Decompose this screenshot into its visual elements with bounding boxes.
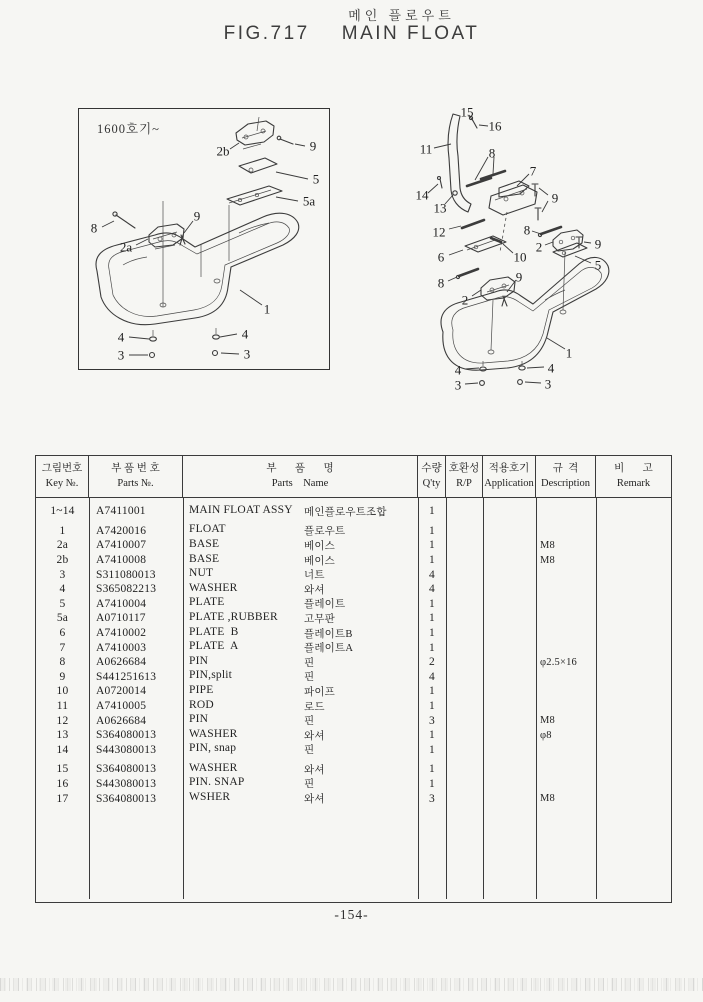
cell-key-no: 7 (59, 641, 66, 654)
header-remark: 비 고 Remark (614, 463, 653, 489)
callout-1: 1 (263, 301, 271, 317)
cell-key-no: 10 (56, 685, 69, 698)
cell-key-no: 12 (56, 714, 69, 727)
header-parts-no: 부 품 번 호 Parts №. (89, 456, 183, 497)
table-row (36, 791, 671, 806)
center-dash-line (500, 212, 507, 252)
table-row (36, 684, 671, 699)
part-name-english: PIN. SNAP (189, 776, 245, 789)
pin-8-left (113, 212, 135, 228)
cell-key-no: 6 (59, 627, 66, 640)
cell-part-no: S443080013 (96, 777, 157, 790)
plate-5 (239, 158, 277, 173)
pins-8-upper (467, 171, 505, 186)
cell-key-no: 9 (59, 670, 66, 683)
float-outline (441, 249, 609, 370)
part-name-english: WASHER (189, 761, 238, 774)
cell-part-name (183, 655, 418, 670)
part-name-english: WASHER (189, 581, 238, 594)
exploded-diagram-1600-series (78, 108, 330, 370)
cell-part-no: A0626684 (96, 656, 147, 669)
cell-qty: 1 (429, 597, 435, 610)
cell-qty: 3 (429, 792, 435, 805)
callout-11: 11 (419, 141, 433, 157)
page-title-korean: 메인 플로우트 (348, 8, 455, 23)
part-name-korean: 플로우트 (304, 526, 346, 538)
callout-8: 8 (523, 222, 531, 238)
cell-key-no: 5a (56, 612, 69, 625)
callout-15: 15 (460, 104, 474, 120)
part-name-korean: 핀 (304, 716, 315, 728)
cell-part-name (183, 684, 418, 699)
cell-part-name (183, 699, 418, 714)
cell-part-name (183, 523, 418, 538)
part-name-korean: 핀 (304, 672, 315, 684)
callout-8: 8 (488, 145, 496, 161)
cell-qty: 1 (429, 539, 435, 552)
table-row (36, 640, 671, 655)
cell-part-no: A7411001 (96, 505, 146, 518)
page-title (0, 23, 703, 45)
cell-key-no: 2b (56, 554, 69, 567)
cell-description: φ2.5×16 (540, 656, 578, 668)
cell-qty: 1 (429, 743, 435, 756)
table-row (36, 524, 671, 539)
cell-qty: 1 (429, 685, 435, 698)
cell-key-no: 14 (56, 743, 69, 756)
part-name-english: PLATE A (189, 640, 239, 653)
cell-part-no: A7410007 (96, 539, 147, 552)
cell-part-name (183, 626, 418, 641)
table-row (36, 777, 671, 792)
pins-9-center (532, 184, 541, 220)
header-description: 규 격 Description (536, 456, 596, 497)
cell-part-name (183, 596, 418, 611)
pin-14 (438, 177, 443, 189)
table-header (36, 456, 671, 498)
cell-part-no: A0626684 (96, 714, 147, 727)
header-parts-name: 부 품 명 Parts Name (183, 456, 418, 497)
cell-part-no: A7410003 (96, 641, 147, 654)
table-row (36, 504, 671, 519)
part-name-english: PIN (189, 654, 209, 667)
parts-table (35, 455, 672, 903)
callout-3: 3 (243, 346, 251, 362)
header-application: 적용호기 Application (483, 456, 536, 497)
part-name-korean: 로드 (304, 701, 325, 713)
cell-qty: 2 (429, 656, 435, 669)
cell-key-no: 4 (59, 583, 66, 596)
table-row (36, 567, 671, 582)
callout-5a: 5a (302, 193, 316, 209)
cell-qty: 1 (429, 524, 435, 537)
callout-2: 2 (535, 239, 543, 255)
pin-8-lower (456, 269, 478, 279)
table-body (36, 498, 671, 899)
cell-part-name (183, 538, 418, 553)
cell-part-name (183, 640, 418, 655)
callout-9: 9 (515, 269, 523, 285)
table-row (36, 713, 671, 728)
cell-key-no: 5 (59, 597, 66, 610)
callout-4: 4 (547, 360, 555, 376)
cell-description: M8 (540, 554, 555, 566)
cell-part-no: A7410004 (96, 597, 147, 610)
plate-5-right (553, 243, 587, 257)
part-name-english: FLOAT (189, 523, 226, 536)
callout-10: 10 (513, 249, 527, 265)
callout-8: 8 (90, 220, 98, 236)
part-name-english: WASHER (189, 727, 238, 740)
part-name-english: PIN,split (189, 669, 233, 682)
plate-5a (227, 186, 282, 205)
part-name-korean: 핀 (304, 745, 315, 757)
callout-3: 3 (117, 347, 125, 363)
diagram-left-drawing (79, 109, 329, 369)
cell-description: M8 (540, 715, 555, 727)
cell-qty: 4 (429, 568, 435, 581)
cell-key-no: 3 (59, 568, 66, 581)
cell-qty: 1 (429, 777, 435, 790)
cell-part-name (183, 742, 418, 757)
part-name-english: PLATE ,RUBBER (189, 610, 278, 623)
callout-4: 4 (454, 362, 462, 378)
table-row (36, 538, 671, 553)
part-name-english: ROD (189, 698, 214, 711)
part-name-english: PIPE (189, 683, 214, 696)
diagram-right-drawing (395, 100, 640, 395)
washer-nut-hardware (480, 361, 526, 385)
washer-nut-hardware (150, 328, 220, 358)
page-number: -154- (334, 907, 369, 922)
cell-qty: 1 (429, 700, 435, 713)
cell-part-name (183, 713, 418, 728)
part-name-korean: 메인플로우트조합 (304, 506, 387, 518)
table-row (36, 655, 671, 670)
pin-8-right (538, 227, 561, 237)
cell-key-no: 17 (56, 792, 69, 805)
cell-description: M8 (540, 793, 555, 805)
part-name-korean: 파이프 (304, 686, 336, 698)
cell-key-no: 16 (56, 777, 69, 790)
part-name-korean: 베이스 (304, 540, 336, 552)
callout-5: 5 (312, 171, 320, 187)
header-key-no: 그림번호 Key №. (36, 456, 89, 497)
cell-part-no: S365082213 (96, 583, 157, 596)
cell-part-name (183, 567, 418, 582)
cell-key-no: 8 (59, 656, 66, 669)
cell-part-no: S441251613 (96, 670, 157, 683)
cell-key-no: 11 (56, 700, 69, 713)
cell-description: φ8 (540, 729, 552, 741)
callout-8: 8 (437, 275, 445, 291)
scan-noise-band (0, 978, 703, 991)
cell-part-name (183, 582, 418, 597)
table-row (36, 743, 671, 758)
part-name-korean: 핀 (304, 779, 315, 791)
cell-part-name (183, 553, 418, 568)
part-name-korean: 플레이트 (304, 599, 346, 611)
cell-part-no: A7410002 (96, 627, 147, 640)
table-row (36, 611, 671, 626)
callout-9: 9 (551, 190, 559, 206)
table-row (36, 699, 671, 714)
part-name-english: PLATE B (189, 625, 239, 638)
cell-qty: 4 (429, 583, 435, 596)
cell-description: M8 (540, 539, 555, 551)
callout-6: 6 (437, 249, 445, 265)
callout-9: 9 (193, 208, 201, 224)
table-row (36, 670, 671, 685)
cell-part-name (183, 776, 418, 791)
part-name-korean: 고무판 (304, 613, 336, 625)
callout-13: 13 (433, 200, 447, 216)
cell-qty: 1 (429, 505, 435, 518)
part-name-english: PLATE (189, 596, 225, 609)
bracket-2b (236, 117, 274, 149)
callout-2a: 2a (119, 239, 133, 255)
part-name-korean: 너트 (304, 570, 325, 582)
table-row (36, 762, 671, 777)
part-name-english: NUT (189, 567, 214, 580)
cell-key-no: 1~14 (50, 505, 75, 518)
table-row (36, 553, 671, 568)
callout-9: 9 (594, 236, 602, 252)
cell-qty: 1 (429, 763, 435, 776)
callout-2: 2 (461, 292, 469, 308)
part-name-english: BASE (189, 552, 220, 565)
figure-number: FIG.717 (223, 23, 310, 44)
cell-part-name (183, 504, 418, 519)
cell-qty: 1 (429, 729, 435, 742)
diagram-model-label: 1600호기~ (97, 122, 160, 136)
callout-4: 4 (117, 329, 125, 345)
cell-part-name (183, 762, 418, 777)
callout-14: 14 (415, 187, 429, 203)
cell-qty: 1 (429, 641, 435, 654)
cell-part-no: A7420016 (96, 524, 147, 537)
cell-qty: 4 (429, 670, 435, 683)
pin-9-top (277, 136, 293, 144)
exploded-diagram-main (395, 100, 640, 395)
table-row (36, 597, 671, 612)
washer-13 (453, 191, 457, 195)
bracket-assembly-7 (489, 181, 537, 215)
cell-part-no: S364080013 (96, 729, 157, 742)
cell-qty: 3 (429, 714, 435, 727)
callout-7: 7 (529, 163, 537, 179)
cell-part-no: S364080013 (96, 763, 157, 776)
callout-12: 12 (432, 224, 446, 240)
header-rp: 호환성 R/P (446, 456, 483, 497)
part-name-korean: 와셔 (304, 730, 325, 742)
header-qty: 수량 Q'ty (418, 456, 446, 497)
callout-3: 3 (544, 376, 552, 392)
callout-5: 5 (594, 257, 602, 273)
part-name-korean: 와셔 (304, 584, 325, 596)
cell-qty: 1 (429, 627, 435, 640)
callout-3: 3 (454, 377, 462, 393)
cell-part-name (183, 669, 418, 684)
part-name-korean: 핀 (304, 657, 315, 669)
cell-part-no: A0720014 (96, 685, 147, 698)
cell-qty: 1 (429, 554, 435, 567)
cell-part-no: S311080013 (96, 568, 156, 581)
callout-4: 4 (241, 326, 249, 342)
callout-16: 16 (488, 118, 502, 134)
cell-part-name (183, 611, 418, 626)
part-name-english: PIN, snap (189, 742, 237, 755)
split-pin-9-lower (502, 296, 507, 306)
plate-6 (465, 236, 506, 252)
table-row (36, 728, 671, 743)
cell-part-no: A7410005 (96, 700, 147, 713)
cell-part-name (183, 728, 418, 743)
cell-part-no: A7410008 (96, 554, 147, 567)
table-row (36, 626, 671, 641)
part-name-korean: 플레이트B (304, 628, 353, 640)
part-name-korean: 플레이트A (304, 643, 354, 655)
part-name-english: PIN (189, 713, 209, 726)
part-name-english: WSHER (189, 791, 231, 804)
part-name-korean: 와셔 (304, 794, 325, 806)
part-name-korean: 와셔 (304, 764, 325, 776)
part-name-english: MAIN FLOAT ASSY (189, 503, 293, 516)
cell-part-no: S364080013 (96, 792, 157, 805)
cell-key-no: 1 (59, 524, 66, 537)
cell-part-name (183, 791, 418, 806)
pin-12 (462, 220, 484, 228)
part-name-english: BASE (189, 537, 220, 550)
table-row (36, 582, 671, 597)
part-name-korean: 베이스 (304, 555, 336, 567)
figure-title: MAIN FLOAT (341, 23, 480, 44)
cell-key-no: 15 (56, 763, 69, 776)
callout-9: 9 (309, 138, 317, 154)
cell-qty: 1 (429, 612, 435, 625)
callout-2b: 2b (216, 143, 230, 159)
cell-key-no: 13 (56, 729, 69, 742)
cell-part-no: A0710117 (96, 612, 146, 625)
cell-key-no: 2a (56, 539, 69, 552)
cell-part-no: S443080013 (96, 743, 157, 756)
callout-1: 1 (565, 345, 573, 361)
